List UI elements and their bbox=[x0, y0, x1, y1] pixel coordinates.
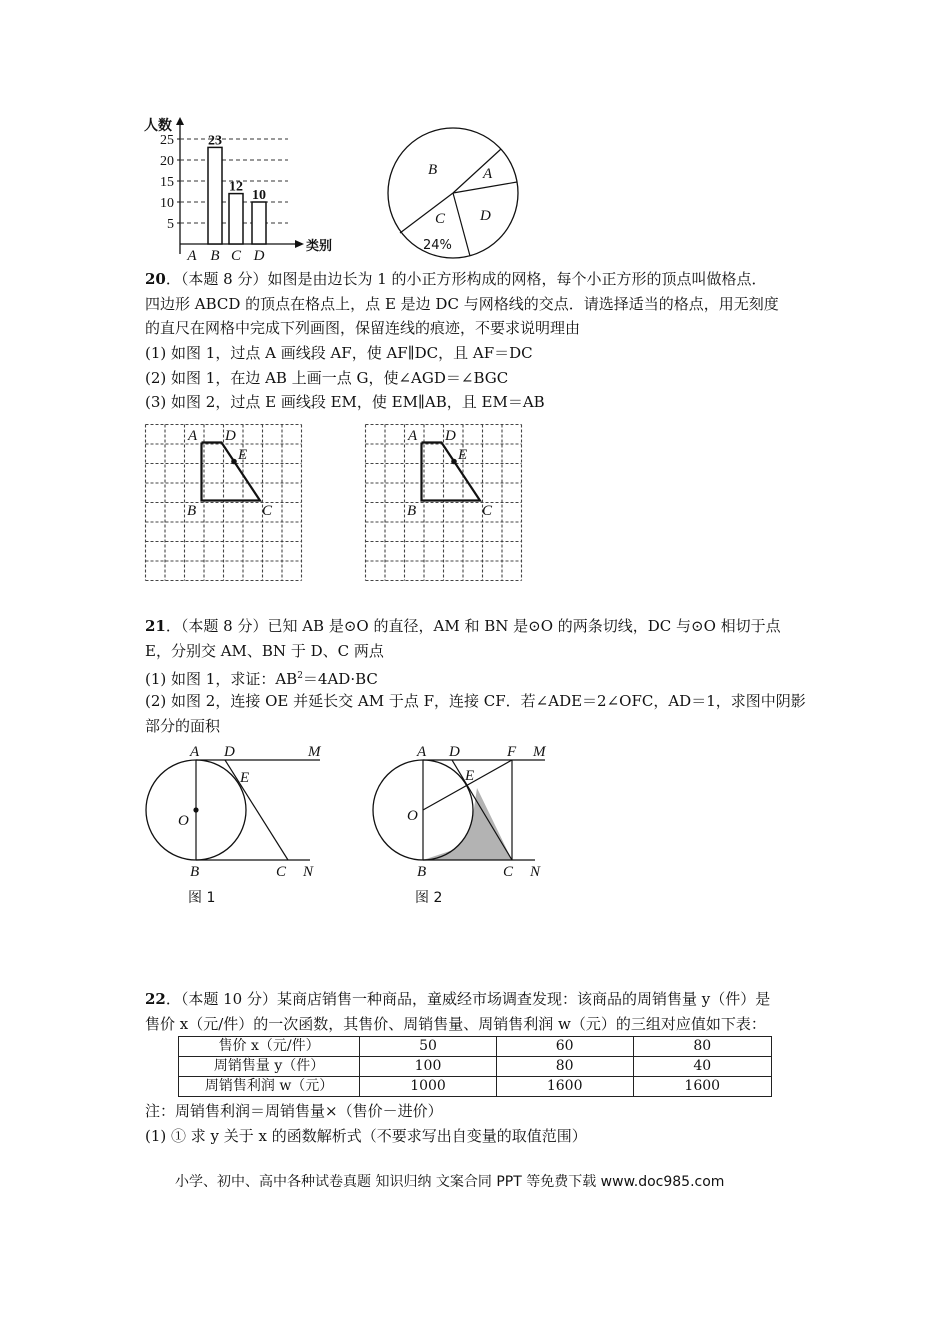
category-label: D bbox=[253, 248, 265, 264]
quadrilateral-abcd bbox=[422, 443, 481, 501]
pie-label-d: D bbox=[480, 208, 491, 224]
q20-header: ．（本题 8 分）如图是由边长为 1 的小正方形构成的网格，每个小正方形的顶点叫做格点． bbox=[165, 270, 767, 288]
grid-label-e: E bbox=[458, 447, 468, 463]
pie-label-c: C bbox=[435, 211, 446, 227]
q21-part2-line1: (2) 如图 2，连接 OE 并延长交 AM 于点 F，连接 CF．若∠ADE＝2∠OFC，AD＝1，求图中阴影 bbox=[145, 692, 806, 710]
table-cell: 1000 bbox=[360, 1077, 497, 1097]
y-axis-arrow bbox=[176, 117, 184, 125]
q22-header: ．（本题 10 分）某商店销售一种商品，童威经市场调查发现：该商品的周销售量 y（件）是 bbox=[165, 990, 771, 1008]
fig1-label-n: N bbox=[303, 864, 314, 880]
q21-figure-1 bbox=[140, 740, 330, 910]
fig2-label-o: O bbox=[407, 808, 418, 824]
bar-c bbox=[229, 194, 243, 244]
fig2-label-n: N bbox=[530, 864, 541, 880]
bar-chart-tick-labels bbox=[160, 133, 174, 232]
pie-divider-dc bbox=[453, 193, 470, 256]
y-tick-label: 15 bbox=[160, 175, 174, 190]
table-cell: 80 bbox=[496, 1057, 633, 1077]
pie-percent-c: 24% bbox=[423, 238, 452, 253]
bar-chart bbox=[130, 112, 360, 264]
q22-part1: (1) ① 求 y 关于 x 的函数解析式（不要求写出自变量的取值范围） bbox=[145, 1127, 587, 1145]
grid-lines bbox=[366, 425, 522, 581]
bar-chart-bars bbox=[208, 133, 266, 244]
grid-label-b: B bbox=[187, 503, 197, 519]
q20-line2: 四边形 ABCD 的顶点在格点上，点 E 是边 DC 与网格线的交点．请选择适当的格点，用无刻度 bbox=[145, 295, 779, 313]
q21-part1 bbox=[145, 664, 378, 691]
shaded-region bbox=[423, 788, 512, 860]
fig1-caption: 图 1 bbox=[188, 890, 216, 906]
q21-part1-post: ＝4AD·BC bbox=[302, 670, 378, 688]
q22-note: 注：周销售利润＝周销售量×（售价－进价） bbox=[145, 1102, 443, 1120]
q20-grid-figure-1 bbox=[143, 422, 303, 582]
grid-label-c: C bbox=[262, 503, 273, 519]
bar-value-label: 10 bbox=[252, 188, 266, 203]
center-o bbox=[193, 807, 198, 812]
row-header-cell: 售价 x（元/件） bbox=[179, 1037, 360, 1057]
point-e bbox=[451, 459, 457, 465]
fig2-label-e: E bbox=[465, 768, 475, 784]
fig1-label-b: B bbox=[190, 864, 200, 880]
y-tick-label: 10 bbox=[160, 196, 174, 211]
q22-table-body bbox=[179, 1037, 772, 1097]
q22-number: 22 bbox=[145, 990, 166, 1008]
q20-grid-figure-2 bbox=[363, 422, 523, 582]
grid-lines bbox=[146, 425, 302, 581]
q21-header-line bbox=[145, 614, 781, 638]
q21-part2-line2: 部分的面积 bbox=[145, 717, 221, 735]
q21-part1-pre: (1) 如图 1，求证：AB bbox=[145, 670, 298, 688]
bar-chart-categories bbox=[186, 248, 264, 264]
q21-figure-2 bbox=[365, 740, 555, 910]
table-row bbox=[179, 1077, 772, 1097]
grid-label-d: D bbox=[225, 428, 236, 444]
tangent-dc bbox=[225, 760, 288, 860]
bar-value-label: 23 bbox=[208, 133, 222, 149]
fig2-label-a: A bbox=[417, 744, 427, 760]
q20-part2: (2) 如图 1，在边 AB 上画一点 G，使∠AGD＝∠BGC bbox=[145, 369, 509, 387]
fig1-label-a: A bbox=[190, 744, 200, 760]
q20-header-line bbox=[145, 267, 767, 291]
table-cell: 1600 bbox=[633, 1077, 772, 1097]
point-e bbox=[231, 459, 237, 465]
category-label: C bbox=[230, 248, 242, 264]
grid-label-d: D bbox=[445, 428, 456, 444]
pie-divider-cb bbox=[400, 193, 453, 233]
q20-number: 20 bbox=[145, 270, 166, 288]
x-axis-arrow bbox=[295, 240, 304, 248]
bar-value-label: 12 bbox=[229, 179, 243, 195]
pie-chart bbox=[385, 126, 525, 260]
grid-label-a: A bbox=[188, 428, 198, 444]
fig1-label-o: O bbox=[178, 813, 189, 829]
table-cell: 50 bbox=[360, 1037, 497, 1057]
q20-part3: (3) 如图 2，过点 E 画线段 EM，使 EM∥AB，且 EM＝AB bbox=[145, 393, 545, 411]
q22-line2: 售价 x（元/件）的一次函数，其售价、周销售量、周销售利润 w（元）的三组对应值如下表： bbox=[145, 1015, 766, 1033]
fig1-label-m: M bbox=[308, 744, 321, 760]
table-cell: 60 bbox=[496, 1037, 633, 1057]
q20-part1: (1) 如图 1，过点 A 画线段 AF，使 AF∥DC，且 AF＝DC bbox=[145, 344, 533, 362]
row-header-cell: 周销售利润 w（元） bbox=[179, 1077, 360, 1097]
fig2-label-b: B bbox=[417, 864, 427, 880]
y-tick-label: 20 bbox=[160, 154, 174, 169]
bar-b bbox=[208, 147, 222, 244]
q21-part1-sup: 2 bbox=[297, 671, 303, 681]
fig1-label-e: E bbox=[240, 770, 250, 786]
fig2-label-c: C bbox=[503, 864, 514, 880]
grid-label-b: B bbox=[407, 503, 417, 519]
q21-header: ．（本题 8 分）已知 AB 是⊙O 的直径，AM 和 BN 是⊙O 的两条切线，DC 与⊙O 相切于点 bbox=[165, 617, 781, 635]
q22-header-line bbox=[145, 987, 770, 1011]
table-cell: 1600 bbox=[496, 1077, 633, 1097]
table-row bbox=[179, 1037, 772, 1057]
fig2-label-d: D bbox=[449, 744, 460, 760]
pie-label-a: A bbox=[483, 166, 493, 182]
page-footer: 小学、初中、高中各种试卷真题 知识归纳 文案合同 PPT 等免费下载 www.doc985.com bbox=[175, 1174, 725, 1190]
y-tick-label: 25 bbox=[160, 133, 174, 148]
category-label: B bbox=[210, 248, 220, 264]
quadrilateral-abcd bbox=[202, 443, 261, 501]
fig2-label-f: F bbox=[507, 744, 517, 760]
fig2-label-m: M bbox=[533, 744, 546, 760]
table-cell: 40 bbox=[633, 1057, 772, 1077]
table-row bbox=[179, 1057, 772, 1077]
category-label: A bbox=[187, 248, 197, 264]
fig2-caption: 图 2 bbox=[415, 890, 443, 906]
bar-chart-ylabel: 人数 bbox=[144, 118, 172, 134]
y-tick-label: 5 bbox=[167, 217, 174, 232]
row-header-cell: 周销售量 y（件） bbox=[179, 1057, 360, 1077]
fig1-label-c: C bbox=[276, 864, 287, 880]
table-cell: 100 bbox=[360, 1057, 497, 1077]
grid-label-c: C bbox=[482, 503, 493, 519]
q20-line3: 的直尺在网格中完成下列画图，保留连线的痕迹，不要求说明理由 bbox=[145, 319, 581, 337]
q21-line2: E，分别交 AM、BN 于 D、C 两点 bbox=[145, 642, 384, 660]
bar-d bbox=[252, 202, 266, 244]
pie-label-b: B bbox=[428, 162, 438, 178]
q21-number: 21 bbox=[145, 617, 166, 635]
table-cell: 80 bbox=[633, 1037, 772, 1057]
fig1-label-d: D bbox=[224, 744, 235, 760]
grid-label-e: E bbox=[238, 447, 248, 463]
bar-chart-xlabel: 类别 bbox=[306, 239, 333, 254]
q22-table bbox=[178, 1036, 772, 1097]
grid-label-a: A bbox=[408, 428, 418, 444]
